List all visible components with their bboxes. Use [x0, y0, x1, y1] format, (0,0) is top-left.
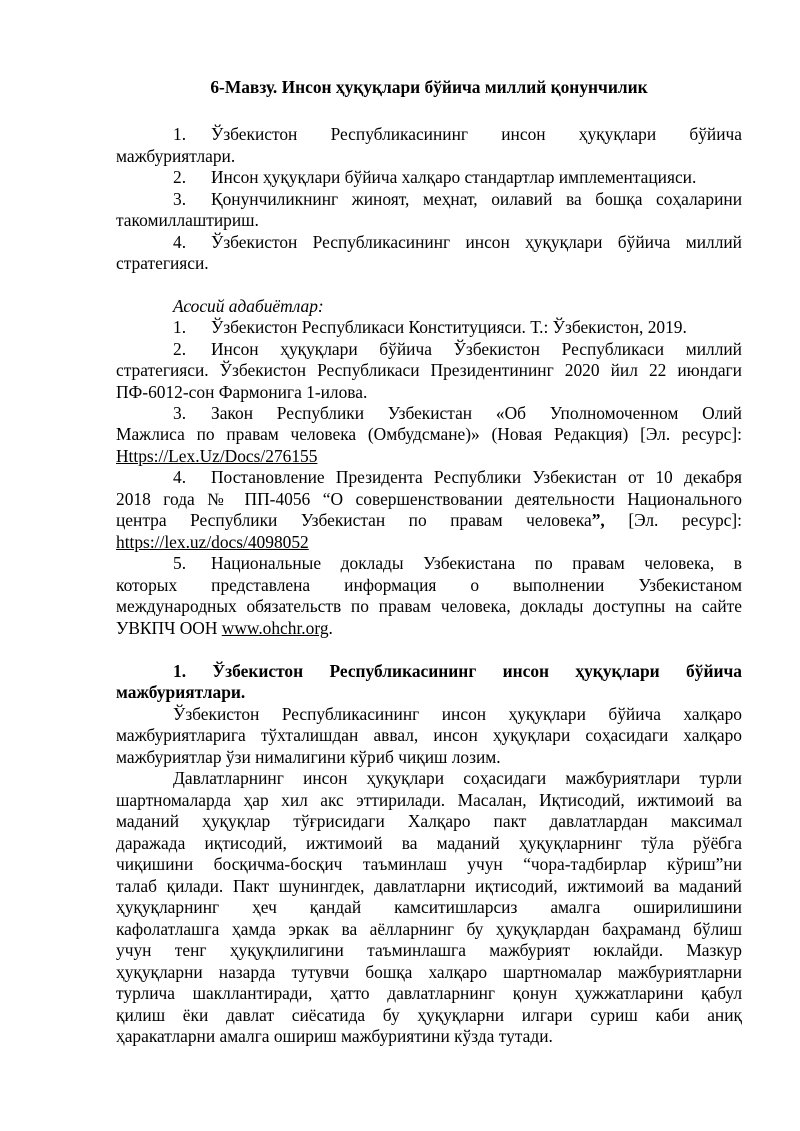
section-heading: 1. Ўзбекистон Республикасининг инсон ҳуқуқлари бўйича [173, 661, 742, 681]
paragraph-line: турлича шакллантиради, ҳатто давлатларнинг қонун ҳужжатларини қабул [116, 983, 742, 1003]
paragraph-line: мажбуриятларига тўхталишдан аввал, инсон ҳуқуқлари соҳасидаги халқаро [116, 725, 742, 745]
paragraph-line: учун тенг ҳуқуқлилигини таъминлашга мажбурият юклайди. Мазкур [116, 940, 742, 960]
paragraph-line: маданий ҳуқуқлар тўғрисидаги Халқаро пакт давлатлардан максимал [116, 811, 742, 831]
literature-heading: Асосий адабиётлар: [173, 296, 324, 316]
plan-item-continuation: стратегияси. [116, 253, 209, 273]
literature-item-continuation: 2018 года № ПП-4056 “О совершенствовании деятельности Национального [116, 489, 742, 509]
paragraph-line: мажбуриятлар ўзи нималигини кўриб чиқиш лозим. [116, 747, 501, 767]
literature-item-continuation: стратегияси. Ўзбекистон Республикаси Президентининг 2020 йил 22 июндаги [116, 360, 742, 380]
literature-item-continuation: УВКПЧ ООН www.ohchr.org. [116, 618, 333, 638]
literature-item: 2. Инсон ҳуқуқлари бўйича Ўзбекистон Республикаси миллий [173, 339, 742, 359]
literature-item: 5. Национальные доклады Узбекистана по правам человека, в [173, 553, 742, 573]
literature-link-4098052[interactable]: https://lex.uz/docs/4098052 [116, 532, 309, 552]
paragraph-line: кафолатлашга ҳамда эркак ва аёлларнинг бу ҳуқуқлардан баҳраманд бўлиш [116, 919, 742, 939]
paragraph-line: чиқишини босқичма-босқич таъминлаш учун “чора-тадбирлар кўриш”ни [116, 854, 742, 874]
paragraph-line: ҳуқуқларни назарда тутувчи бошқа халқаро шартномалар мажбуриятларни [116, 962, 742, 982]
literature-link-ohchr[interactable]: www.ohchr.org [221, 618, 329, 638]
paragraph-line: шартномаларда ҳар хил акс эттирилади. Масалан, Иқтисодий, ижтимоий ва [116, 790, 742, 810]
literature-item-continuation: центра Республики Узбекистан по правам человека”, [Эл. ресурс]: [116, 510, 742, 530]
plan-item-continuation: такомиллаштириш. [116, 210, 259, 230]
section-heading-continuation: мажбуриятлари. [116, 682, 246, 702]
literature-item-continuation [116, 446, 742, 468]
paragraph-line: Ўзбекистон Республикасининг инсон ҳуқуқлари бўйича халқаро [173, 704, 742, 724]
literature-link-276155[interactable]: Https://Lex.Uz/Docs/276155 [116, 446, 318, 466]
literature-item-continuation: которых представлена информация о выполнении Узбекистаном [116, 575, 742, 595]
plan-item: 1. Ўзбекистон Республикасининг инсон ҳуқуқлари бўйича [173, 124, 742, 144]
literature-item: 3. Закон Республики Узбекистан «Об Уполномоченном Олий [173, 403, 742, 423]
paragraph-line: қилиш ёки давлат сиёсатида бу ҳуқуқларни илгари суриш каби аниқ [116, 1005, 742, 1025]
literature-item-continuation: ПФ-6012-сон Фармонига 1-илова. [116, 382, 368, 402]
paragraph-line: даражада иқтисодий, ижтимоий ва маданий ҳуқуқларнинг тўла рўёбга [116, 833, 742, 853]
plan-item: 2. Инсон ҳуқуқлари бўйича халқаро стандартлар имплементацияси. [173, 167, 697, 187]
paragraph-line: ҳуқуқларнинг ҳеч қандай камситишларсиз амалга оширилишини [116, 897, 742, 917]
paragraph-line: талаб қилади. Пакт шунингдек, давлатларни иқтисодий, ижтимоий ва маданий [116, 876, 742, 896]
paragraph-line: Давлатларнинг инсон ҳуқуқлари соҳасидаги мажбуриятлари турли [173, 768, 742, 788]
literature-item: 4. Постановление Президента Республики Узбекистан от 10 декабря [173, 467, 742, 487]
paragraph-line: ҳаракатларни амалга ошириш мажбуриятини кўзда тутади. [116, 1026, 553, 1046]
plan-item: 3. Қонунчиликнинг жиноят, меҳнат, оилавий ва бошқа соҳаларини [173, 189, 742, 209]
literature-item-continuation: международных обязательств по правам человека, доклады доступны на сайте [116, 596, 742, 616]
literature-item-continuation [116, 532, 742, 554]
literature-item-continuation: Мажлиса по правам человека (Омбудсмане)» (Новая Редакция) [Эл. ресурс]: [116, 424, 742, 444]
topic-title: 6-Мавзу. Инсон ҳуқуқлари бўйича миллий қонунчилик [210, 77, 648, 97]
literature-item: 1. Ўзбекистон Республикаси Конституцияси. Т.: Ўзбекистон, 2019. [173, 317, 687, 337]
plan-item: 4. Ўзбекистон Республикасининг инсон ҳуқуқлари бўйича миллий [173, 232, 742, 252]
plan-item-continuation: мажбуриятлари. [116, 146, 236, 166]
